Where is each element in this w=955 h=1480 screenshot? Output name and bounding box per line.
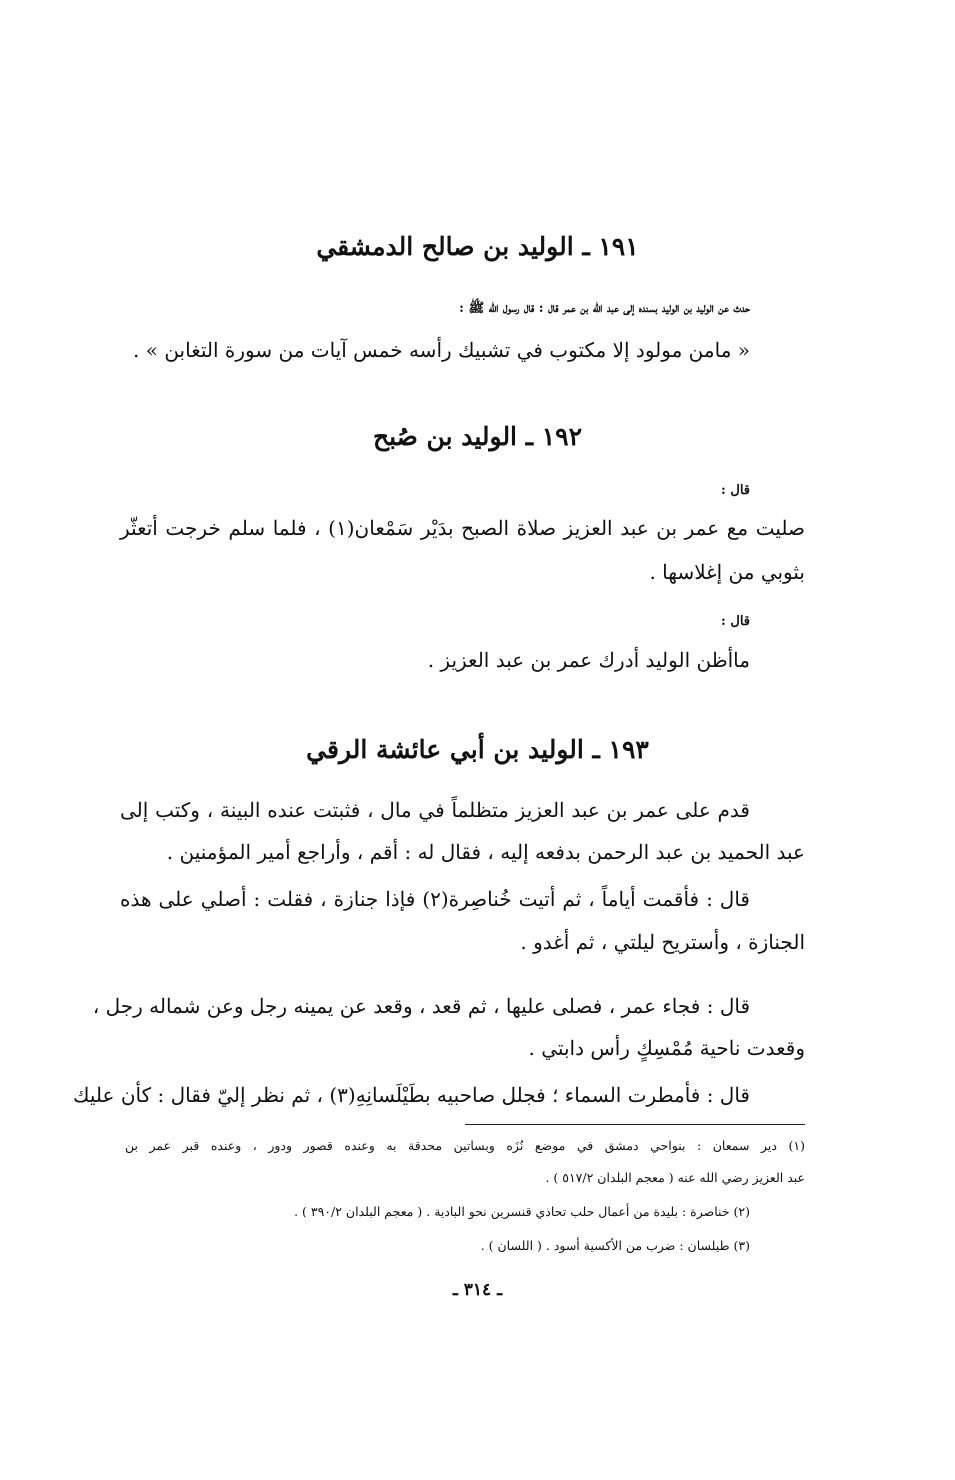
entry-193-paragraph-3-line-2: وقعدت ناحية مُمْسِكٍ رأس دابتي .: [528, 1036, 805, 1060]
footnote-2: (٢) خناصرة : بليدة من أعمال حلب تحاذي قنسرين نحو البادية . ( معجم البلدان ٣٩٠/٢ ) .: [294, 1204, 750, 1219]
footnote-separator: [465, 1124, 805, 1125]
footnote-1-line-1: (١) دير سمعان : بنواحي دمشق في موضع نُزَه وبساتين محدقة به وعنده قصور ودور ، وعنده قبر عمر بن: [125, 1138, 805, 1153]
entry-191-hadith-line: « مامن مولود إلا مكتوب في تشبيك رأسه خمس آيات من سورة التغابن » .: [133, 338, 750, 362]
entry-192-paragraph-1-line-1: صليت مع عمر بن عبد العزيز صلاة الصبح بدَيْر سَمْعان(١) ، فلما سلم خرجت أتعثّر: [120, 516, 805, 540]
footnote-3: (٣) طيلسان : ضرب من الأكسية أسود . ( اللسان ) .: [480, 1238, 750, 1253]
entry-193-paragraph-1-line-1: قدم على عمر بن عبد العزيز متظلماً في مال ، فثبتت عنده البينة ، وكتب إلى: [120, 798, 750, 822]
entry-193-heading: ١٩٣ ـ الوليد بن أبي عائشة الرقي: [306, 735, 649, 764]
entry-193-paragraph-3-line-1: قال : فجاء عمر ، فصلى عليها ، ثم قعد ، وقعد عن يمينه رجل وعن شماله رجل ،: [92, 994, 750, 1018]
entry-193-paragraph-4-line-1: قال : فأمطرت السماء ؛ فجلل صاحبيه بطَيْلَسانِهِ(٣) ، ثم نظر إليّ فقال : كأن عليك: [73, 1083, 750, 1107]
page-number: ـ ٣١٤ ـ: [452, 1280, 503, 1300]
entry-191-heading: ١٩١ ـ الوليد بن صالح الدمشقي: [316, 232, 639, 261]
entry-192-qala-1: قال :: [721, 483, 750, 498]
entry-193-paragraph-2-line-2: الجنازة ، وأستريح ليلتي ، ثم أغدو .: [520, 930, 805, 954]
entry-191-isnad-line: حدث عن الوليد بن الوليد بسنده إلى عبد الله بن عمر قال : قال رسول الله ﷺ :: [459, 301, 750, 316]
entry-193-paragraph-1-line-2: عبد الحميد بن عبد الرحمن بدفعه إليه ، فقال له : أقم ، وأراجع أمير المؤمنين .: [166, 840, 805, 864]
entry-193-paragraph-2-line-1: قال : فأقمت أياماً ، ثم أتيت خُناصِرة(٢) فإذا جنازة ، فقلت : أصلي على هذه: [120, 887, 750, 911]
footnote-1-line-2: عبد العزيز رضي الله عنه ( معجم البلدان ٥١٧/٢ ) .: [545, 1170, 805, 1185]
entry-192-qala-2: قال :: [721, 614, 750, 629]
entry-192-paragraph-2-line-1: ماأظن الوليد أدرك عمر بن عبد العزيز .: [427, 648, 750, 672]
entry-192-paragraph-1-line-2: بثوبي من إغلاسها .: [649, 560, 805, 584]
entry-192-heading: ١٩٢ ـ الوليد بن صُبح: [372, 422, 583, 451]
